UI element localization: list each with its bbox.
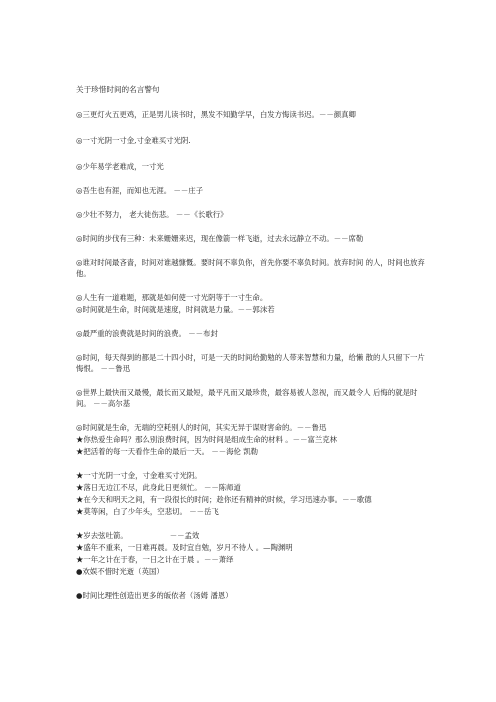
document-title: 关于珍惜时间的名言警句 — [76, 85, 160, 94]
quote-line: ◎吾生也有涯，而知也无涯。 －－庄子 — [76, 186, 204, 195]
quote-line: ◎三更灯火五更鸡，正是男儿读书时，黑发不知勤学早，白发方悔读书迟。－－颜真卿 — [76, 110, 356, 119]
quote-line: ◎谁对时间最吝啬，时间对谁越慷慨。要时间不辜负你，首先你要不辜负时间。放弃时间 的人，时间也放弃他。 — [76, 258, 425, 278]
quote-line: ◎时间，每天得到的都是二十四小时，可是一天的时间给勤勉的人带来智慧和力量，给懒 散的人只留下一片悔恨。 －－鲁迅 — [76, 353, 425, 373]
document-page — [76, 84, 426, 602]
quote-line: ◎世界上最快而又最慢，最长而又最短，最平凡而又最珍贵，最容易被人忽视，而又最令人 后悔的就是时间。 －－高尔基 — [76, 388, 418, 408]
quote-line: ◎人生有一道难题，那就是如何使一寸光阴等于一寸生命。 — [76, 293, 268, 302]
quote-author: －－孟效 — [169, 531, 200, 540]
quote-line: ★一年之计在于春，一日之计在于晨 。－－萧绎 — [76, 555, 234, 564]
quote-line: ★你热爱生命吗？那么别浪费时间，因为时间是组成生命的材料 。－－富兰克林 — [76, 435, 338, 444]
quote-line: ★落日无边江不尽，此身此日更须忙。 －－陈师道 — [76, 483, 241, 492]
quote-line: ★在今天和明天之间，有一段很长的时间；趁你还有精神的时候，学习迅速办事。－－歌德 — [76, 495, 372, 504]
quote-line: ◎时间就是生命，时间就是速度，时间就是力量。－－郭沫若 — [76, 305, 275, 314]
quote-line: ●欢娱不惜时光逝（英国） — [76, 567, 164, 576]
quote-line: ★一寸光阴一寸金，寸金难买寸光阴。 — [76, 471, 202, 480]
quote-line: ◎最严重的浪费就是时间的浪费。 －－布封 — [76, 329, 218, 338]
quote-line: ◎少年易学老难成，一寸光 — [76, 162, 164, 171]
quote-line: ◎时间就是生命，无端的空耗别人的时间，其实无异于谋财害命的。－－鲁迅 — [76, 423, 327, 432]
quote-line: ★把活着的每一天看作生命的最后一天。 －－海伦 凯勒 — [76, 447, 259, 456]
quote-text: ★岁去弦吐箭。 — [76, 531, 128, 540]
quote-line: ◎时间的步伐有三种：未来姗姗来迟，现在像箭一样飞逝，过去永远静立不动。－－席勒 — [76, 234, 364, 243]
quote-line: ●时间比理性创造出更多的皈依者（汤姆 潘恩） — [76, 591, 233, 600]
quote-line: ★莫等闲，白了少年头，空悲切。 －－岳飞 — [76, 507, 219, 516]
quote-line: ◎少壮不努力， 老大徒伤悲。 －－《长歌行》 — [76, 210, 228, 219]
quote-line: ◎一寸光阴一寸金,寸金难买寸光阴. — [76, 136, 191, 145]
quote-line: ★盛年不重来，一日难再晨。及时宜自勉，岁月不待人 。—陶渊明 — [76, 543, 293, 552]
quote-line — [76, 530, 426, 541]
